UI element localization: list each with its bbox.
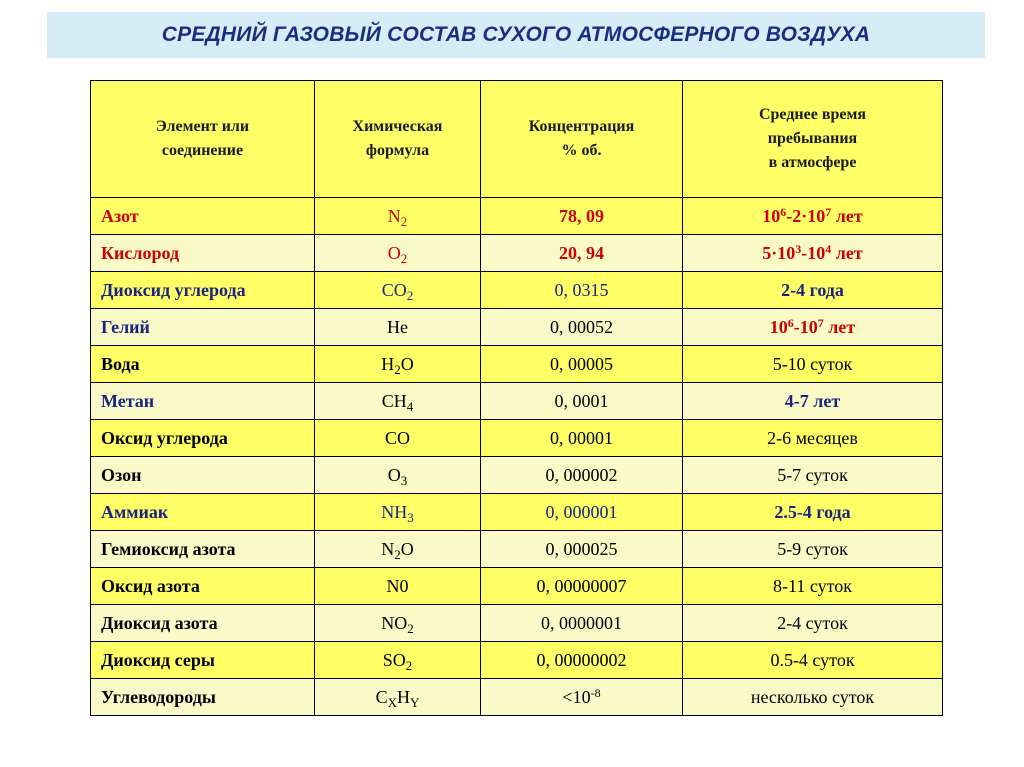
residence-time: 0.5-4 суток — [683, 642, 943, 679]
chemical-formula: CO — [315, 420, 481, 457]
element-name: Аммиак — [91, 494, 315, 531]
element-name: Углеводороды — [91, 679, 315, 716]
chemical-formula: $N_2O$ — [315, 531, 481, 568]
header-element: Элемент или соединение — [91, 81, 315, 198]
concentration-value: 0, 00052 — [481, 309, 683, 346]
element-name: Диоксид серы — [91, 642, 315, 679]
residence-time: $10^6-10^7$ лет — [683, 309, 943, 346]
residence-time: 2-6 месяцев — [683, 420, 943, 457]
chemical-formula: $NO_2$ — [315, 605, 481, 642]
concentration-value: $<10^{-8}$ — [481, 679, 683, 716]
element-name: Кислород — [91, 235, 315, 272]
chemical-formula: $SO_2$ — [315, 642, 481, 679]
concentration-value: 0, 0000001 — [481, 605, 683, 642]
concentration-value: 0, 0315 — [481, 272, 683, 309]
chemical-formula: He — [315, 309, 481, 346]
chemical-formula: $N_2$ — [315, 198, 481, 235]
element-name: Диоксид углерода — [91, 272, 315, 309]
residence-time: 5-10 суток — [683, 346, 943, 383]
concentration-value: 78, 09 — [481, 198, 683, 235]
element-name: Азот — [91, 198, 315, 235]
header-formula: Химическая формула — [315, 81, 481, 198]
concentration-value: 20, 94 — [481, 235, 683, 272]
table-row — [91, 457, 943, 494]
element-name: Оксид азота — [91, 568, 315, 605]
gas-composition-table — [90, 80, 943, 716]
residence-time: несколько суток — [683, 679, 943, 716]
chemical-formula: $NH_3$ — [315, 494, 481, 531]
concentration-value: 0, 00000002 — [481, 642, 683, 679]
chemical-formula: $O_2$ — [315, 235, 481, 272]
table-row — [91, 383, 943, 420]
concentration-value: 0, 000001 — [481, 494, 683, 531]
page-title: СРЕДНИЙ ГАЗОВЫЙ СОСТАВ СУХОГО АТМОСФЕРНОГО ВОЗДУХА — [161, 23, 871, 46]
element-name: Гелий — [91, 309, 315, 346]
table-row — [91, 235, 943, 272]
table-row — [91, 531, 943, 568]
concentration-value: 0, 000002 — [481, 457, 683, 494]
table-row — [91, 272, 943, 309]
element-name: Озон — [91, 457, 315, 494]
residence-time: 5-9 суток — [683, 531, 943, 568]
chemical-formula: $CO_2$ — [315, 272, 481, 309]
residence-time: $5\cdot 10^3-10^4$ лет — [683, 235, 943, 272]
title-bar — [47, 12, 985, 58]
concentration-value: 0, 0001 — [481, 383, 683, 420]
element-name: Оксид углерода — [91, 420, 315, 457]
residence-time: 8-11 суток — [683, 568, 943, 605]
chemical-formula: $CH_4$ — [315, 383, 481, 420]
table-row — [91, 679, 943, 716]
element-name: Метан — [91, 383, 315, 420]
element-name: Диоксид азота — [91, 605, 315, 642]
concentration-value: 0, 00001 — [481, 420, 683, 457]
table-row — [91, 420, 943, 457]
header-residence-time: Среднее время пребывания в атмосфере — [683, 81, 943, 198]
chemical-formula: $C_XH_Y$ — [315, 679, 481, 716]
table-row — [91, 568, 943, 605]
chemical-formula: N0 — [315, 568, 481, 605]
residence-time: 5-7 суток — [683, 457, 943, 494]
chemical-formula: $O_3$ — [315, 457, 481, 494]
residence-time: 2-4 суток — [683, 605, 943, 642]
table-row — [91, 198, 943, 235]
table-row — [91, 309, 943, 346]
concentration-value: 0, 000025 — [481, 531, 683, 568]
residence-time: 4-7 лет — [683, 383, 943, 420]
residence-time: 2.5-4 года — [683, 494, 943, 531]
table-row — [91, 605, 943, 642]
element-name: Гемиоксид азота — [91, 531, 315, 568]
residence-time: $10^6-2\cdot 10^7$ лет — [683, 198, 943, 235]
table-row — [91, 642, 943, 679]
header-concentration: Концентрация % об. — [481, 81, 683, 198]
header-row — [91, 81, 943, 198]
table-row — [91, 346, 943, 383]
chemical-formula: $H_2O$ — [315, 346, 481, 383]
concentration-value: 0, 00000007 — [481, 568, 683, 605]
residence-time: 2-4 года — [683, 272, 943, 309]
concentration-value: 0, 00005 — [481, 346, 683, 383]
table-row — [91, 494, 943, 531]
element-name: Вода — [91, 346, 315, 383]
